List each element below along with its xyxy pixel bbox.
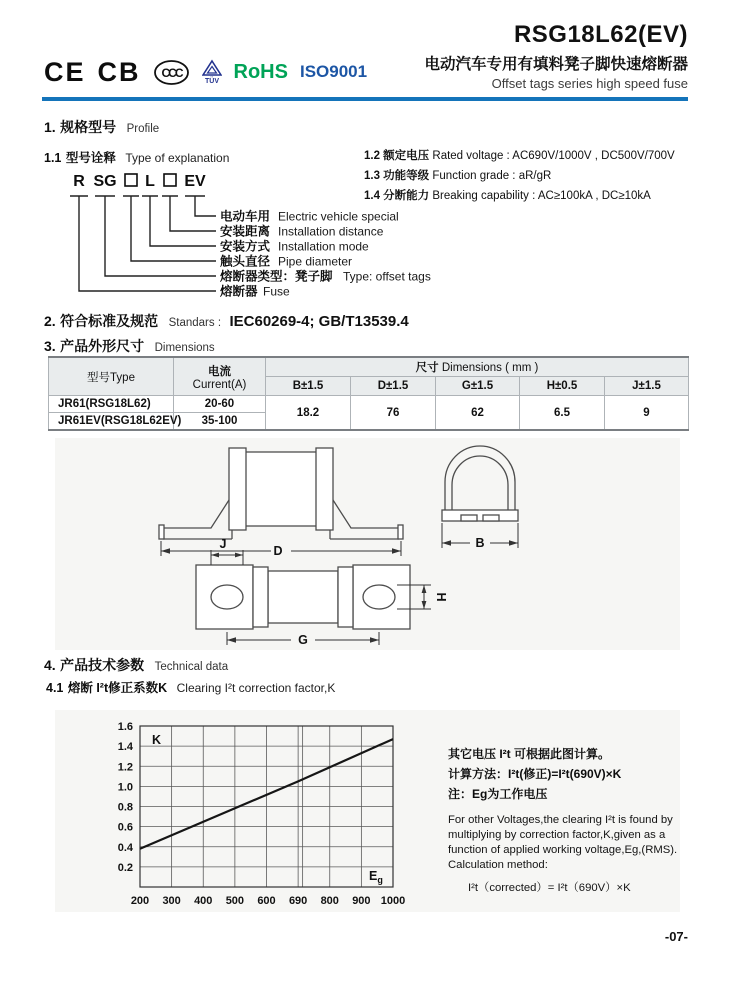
product-subtitle-zh: 电动汽车专用有填料凳子脚快速熔断器 xyxy=(424,56,688,73)
dimension-D xyxy=(161,541,401,558)
fuse-outline-drawings xyxy=(55,438,680,650)
section1-title-en: Profile xyxy=(126,123,160,135)
spec-zh: 1.2 额定电压 xyxy=(364,150,430,162)
svg-text:0.4: 0.4 xyxy=(117,841,133,854)
cell-current-2: 35-100 xyxy=(174,413,266,431)
connector-box2 xyxy=(170,196,216,231)
svg-text:600: 600 xyxy=(257,895,276,907)
svg-text:0.2: 0.2 xyxy=(117,861,133,874)
dim-label-J: J xyxy=(219,537,227,551)
spec-zh: 1.4 分断能力 xyxy=(364,190,430,202)
svg-text:800: 800 xyxy=(320,895,339,907)
code-token-ev: EV xyxy=(184,173,206,190)
section2-number: 2. xyxy=(44,313,56,329)
side-view-drawing xyxy=(159,448,403,558)
col-header-B: B±1.5 xyxy=(266,377,351,396)
model-number: RSG18L62(EV) xyxy=(513,21,688,48)
svg-text:1.0: 1.0 xyxy=(117,781,133,794)
col-current-zh: 电流 xyxy=(208,365,231,378)
ccc-mark-icon xyxy=(153,59,190,86)
col-header-H: H±0.5 xyxy=(520,377,605,396)
top-view-drawing xyxy=(196,537,448,647)
standards-value: IEC60269-4; GB/T13539.4 xyxy=(229,313,409,330)
section4-1-title-en: Clearing I²t correction factor,K xyxy=(176,681,336,695)
code-label-zh: 熔断器 xyxy=(220,284,258,299)
svg-text:1.6: 1.6 xyxy=(117,721,133,733)
iso9001-mark: ISO9001 xyxy=(299,62,368,81)
code-label-zh: 熔断器类型：凳子脚 xyxy=(220,269,333,284)
svg-text:K: K xyxy=(152,733,162,747)
col-header-dimensions xyxy=(266,357,689,377)
code-label-en: Pipe diameter xyxy=(278,254,353,269)
section1-title-zh: 规格型号 xyxy=(60,119,117,135)
code-label-en: Installation mode xyxy=(278,239,369,254)
section4-1-heading xyxy=(46,678,335,697)
cell-dim-D: 76 xyxy=(351,396,436,431)
svg-text:400: 400 xyxy=(194,895,213,907)
section1-1-title-en: Type of explanation xyxy=(125,151,230,165)
code-label-zh: 安装方式 xyxy=(220,239,271,254)
connector-ev xyxy=(195,196,216,216)
section1-1-title-zh: 型号诠释 xyxy=(65,151,116,165)
spec-rated-voltage xyxy=(364,146,675,166)
code-label-en: Installation distance xyxy=(278,224,384,239)
note-en-line: For other Voltages,the clearing I²t is found by xyxy=(448,814,673,826)
svg-text:690: 690 xyxy=(288,895,308,907)
cell-dim-H: 6.5 xyxy=(520,396,605,431)
dims-header-en: Dimensions ( mm ) xyxy=(441,362,539,374)
dimension-B xyxy=(442,523,518,550)
section3-title-en: Dimensions xyxy=(154,342,215,354)
code-token-l: L xyxy=(145,173,155,190)
note-en-paragraph xyxy=(448,813,688,873)
code-label-en: Type: offset tags xyxy=(343,269,431,284)
code-label-zh: 触头直径 xyxy=(220,254,271,269)
dimensions-table xyxy=(48,356,689,431)
spec-en: Function grade : aR/gR xyxy=(432,170,552,182)
svg-text:TÜV: TÜV xyxy=(204,78,219,85)
chart-notes xyxy=(448,744,688,895)
cell-dim-B: 18.2 xyxy=(266,396,351,431)
code-token-r: R xyxy=(73,173,85,190)
svg-text:1.2: 1.2 xyxy=(117,761,133,774)
spec-en: Breaking capability : AC≥100kA , DC≥10kA xyxy=(432,190,651,202)
spec-zh: 1.3 功能等级 xyxy=(364,170,430,182)
dims-header-zh: 尺寸 xyxy=(415,362,439,374)
svg-text:1000: 1000 xyxy=(380,895,406,907)
section2-heading xyxy=(44,311,409,331)
col-header-G: G±1.5 xyxy=(436,377,520,396)
correction-formula: I²t（corrected）= I²t（690V）×K xyxy=(468,882,631,894)
svg-text:0.6: 0.6 xyxy=(117,821,133,834)
section4-1-number: 4.1 xyxy=(46,681,64,695)
cell-current-1: 20-60 xyxy=(174,396,266,413)
page-number: -07- xyxy=(664,929,688,944)
col-header-J: J±1.5 xyxy=(605,377,689,396)
section3-number: 3. xyxy=(44,338,56,354)
cell-dim-G: 62 xyxy=(436,396,520,431)
end-view-drawing xyxy=(442,446,518,550)
col-header-D: D±1.5 xyxy=(351,377,436,396)
svg-text:300: 300 xyxy=(162,895,181,907)
note-zh-line: 其它电压 I²t 可根据此图计算。 xyxy=(448,747,610,761)
code-label-en: Fuse xyxy=(263,284,290,299)
tuv-mark-icon xyxy=(202,59,222,85)
svg-text:200: 200 xyxy=(130,895,150,907)
spec-en: Rated voltage : AC690V/1000V , DC500V/700V xyxy=(432,150,675,162)
dimension-G xyxy=(227,632,379,647)
cb-mark-icon: CB xyxy=(97,56,141,87)
code-label-zh: 电动车用 xyxy=(220,209,271,224)
section2-label-en: Standars : xyxy=(168,317,222,329)
section1-1-heading xyxy=(44,148,229,167)
table-header-row-1 xyxy=(49,357,689,377)
note-zh-line: 计算方法：I²t(修正)=I²t(690V)×K xyxy=(448,767,622,781)
connector-box1 xyxy=(131,196,216,261)
note-en-line: multiplying by correction factor,K,given as a xyxy=(448,829,666,841)
technical-drawings-panel xyxy=(55,438,680,650)
section1-number: 1. xyxy=(44,119,56,135)
product-subtitle-en: Offset tags series high speed fuse xyxy=(491,76,688,91)
connector-l xyxy=(150,196,216,246)
code-label-zh: 安装距离 xyxy=(220,224,271,239)
header-divider xyxy=(42,97,688,101)
section1-heading xyxy=(44,117,159,137)
table-row xyxy=(49,396,689,413)
model-code-diagram xyxy=(58,166,563,306)
section1-1-number: 1.1 xyxy=(44,151,62,165)
code-token-sg: SG xyxy=(93,173,117,190)
svg-text:900: 900 xyxy=(352,895,371,907)
rohs-mark: RoHS xyxy=(233,60,288,83)
col-header-current xyxy=(174,357,266,396)
code-blank-box-1 xyxy=(125,174,137,186)
section2-title-zh: 符合标准及规范 xyxy=(60,313,159,329)
dim-label-G: G xyxy=(298,633,308,647)
cell-dim-J: 9 xyxy=(605,396,689,431)
title-block xyxy=(424,21,688,91)
cell-type-1: JR61(RSG18L62) xyxy=(49,396,174,413)
section4-title-zh: 产品技术参数 xyxy=(60,657,145,673)
section3-heading xyxy=(44,336,215,356)
svg-text:0.8: 0.8 xyxy=(117,801,133,814)
svg-text:500: 500 xyxy=(225,895,245,907)
section4-1-title-zh: 熔断 I²t修正系数K xyxy=(67,681,168,695)
dim-label-D: D xyxy=(273,544,283,558)
cell-type-2: JR61EV(RSG18L62EV) xyxy=(49,413,174,431)
certification-logos xyxy=(44,54,367,90)
col-current-en: Current(A) xyxy=(192,378,247,391)
section4-title-en: Technical data xyxy=(154,661,229,673)
note-zh-line: 注：Eg为工作电压 xyxy=(448,787,548,801)
code-label-en: Electric vehicle special xyxy=(278,209,399,224)
note-en-line: function of applied working voltage,Eg,(RMS). xyxy=(448,844,678,856)
section3-title-zh: 产品外形尺寸 xyxy=(60,338,145,354)
note-en-line: Calculation method: xyxy=(448,859,548,871)
section4-number: 4. xyxy=(44,657,56,673)
connector-sg xyxy=(105,196,216,276)
dim-label-H: H xyxy=(434,592,448,602)
dim-label-B: B xyxy=(475,536,485,550)
svg-text:1.4: 1.4 xyxy=(117,741,133,754)
code-blank-box-2 xyxy=(164,174,176,186)
section4-heading xyxy=(44,655,228,675)
svg-text:Eg: $E_g$ xyxy=(369,869,383,885)
svg-text:CCC: CCC xyxy=(161,65,182,80)
col-header-type: 型号Type xyxy=(49,357,174,396)
ce-mark-icon: CE xyxy=(44,56,86,87)
